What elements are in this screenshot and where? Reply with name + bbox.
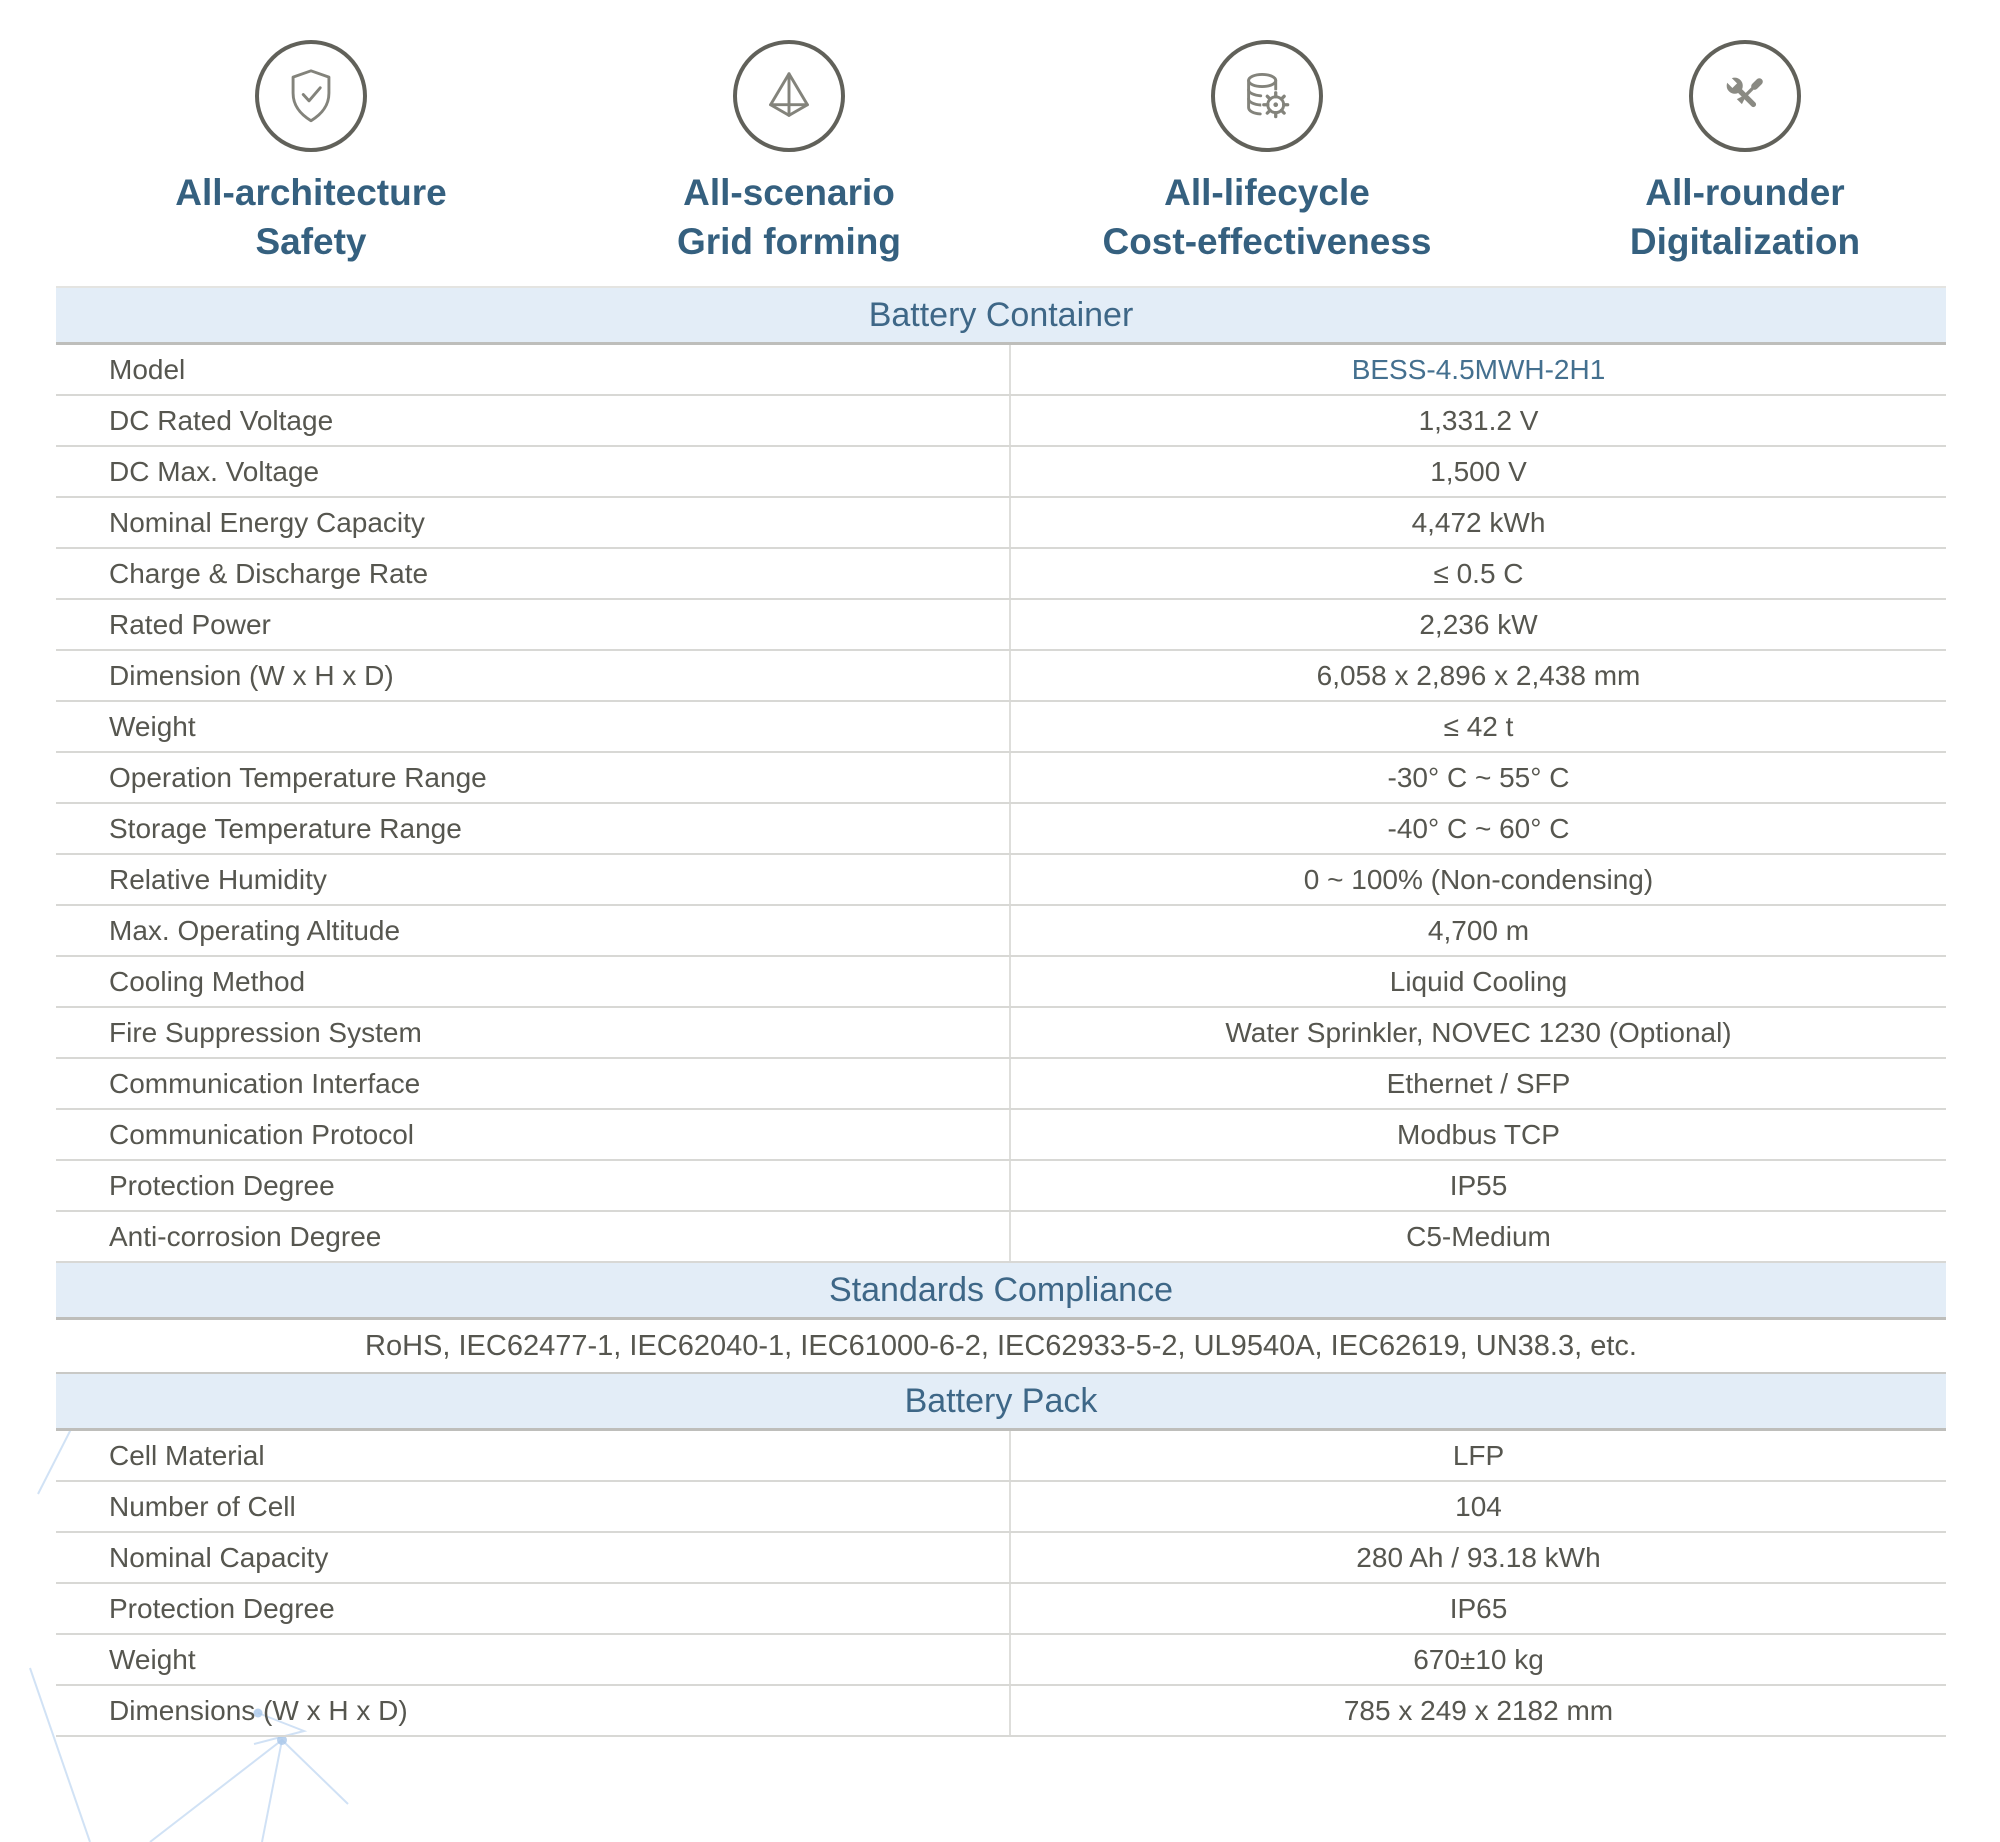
spec-row [56,1212,1946,1263]
spec-value: 4,700 m [1427,914,1530,946]
spec-row [56,1110,1946,1161]
spec-row [56,1482,1946,1533]
spec-row [56,600,1946,651]
spec-value: 2,236 kW [1419,608,1538,640]
spec-label: Nominal Capacity [56,1533,1011,1582]
feature-title-line2: Digitalization [1629,221,1861,262]
spec-value: BESS-4.5MWH-2H1 [1351,353,1606,385]
spec-row [56,1635,1946,1686]
database-gear-icon [1236,65,1298,127]
spec-row [56,1059,1946,1110]
spec-value: 104 [1455,1490,1502,1522]
pyramid-icon [758,65,820,127]
spec-row [56,345,1946,396]
feature-title [677,168,901,266]
spec-row [56,549,1946,600]
tools-icon [1714,65,1776,127]
spec-row [56,1686,1946,1737]
spec-value: Water Sprinkler, NOVEC 1230 (Optional) [1225,1016,1732,1048]
section-header: Battery Container [56,288,1946,345]
spec-row [56,702,1946,753]
spec-value: ≤ 42 t [1443,710,1514,742]
feature-title-line1: All-rounder [1645,172,1845,213]
feature-icon-circle [1689,40,1801,152]
feature-title-line2: Cost-effectiveness [1102,221,1432,262]
feature-highlights [72,0,2000,266]
spec-label: Storage Temperature Range [56,804,1011,853]
spec-label: Dimensions (W x H x D) [56,1686,1011,1735]
spec-label: DC Rated Voltage [56,396,1011,445]
spec-label: Model [56,345,1011,394]
feature [72,40,550,266]
section-header: Battery Pack [56,1374,1946,1431]
feature-title-line1: All-lifecycle [1164,172,1370,213]
spec-label: Max. Operating Altitude [56,906,1011,955]
spec-row [56,1161,1946,1212]
spec-value: LFP [1452,1439,1505,1471]
spec-row [56,855,1946,906]
spec-label: Operation Temperature Range [56,753,1011,802]
spec-label: Anti-corrosion Degree [56,1212,1011,1261]
feature-title-line1: All-scenario [683,172,895,213]
feature [1506,40,1984,266]
spec-label: Protection Degree [56,1584,1011,1633]
spec-label: Weight [56,1635,1011,1684]
spec-label: Relative Humidity [56,855,1011,904]
feature-icon-circle [733,40,845,152]
shield-check-icon [280,65,342,127]
spec-row [56,753,1946,804]
spec-value: 785 x 249 x 2182 mm [1343,1694,1614,1726]
feature-title-line2: Grid forming [676,221,902,262]
spec-row [56,396,1946,447]
spec-label: Cooling Method [56,957,1011,1006]
spec-value: C5-Medium [1406,1220,1551,1252]
spec-label: Cell Material [56,1431,1011,1480]
spec-label: Number of Cell [56,1482,1011,1531]
spec-value: IP65 [1449,1592,1508,1624]
feature-title-line1: All-architecture [175,172,447,213]
spec-row [56,1533,1946,1584]
spec-table [56,286,1946,1737]
feature-title [1102,168,1431,266]
spec-label: Charge & Discharge Rate [56,549,1011,598]
feature-icon-circle [255,40,367,152]
spec-label: Dimension (W x H x D) [56,651,1011,700]
spec-value: 670±10 kg [1413,1643,1544,1675]
spec-value: IP55 [1449,1169,1508,1201]
spec-value: Modbus TCP [1397,1118,1560,1150]
spec-label: Weight [56,702,1011,751]
spec-label: Communication Interface [56,1059,1011,1108]
spec-value: 1,331.2 V [1418,404,1539,436]
spec-label: Nominal Energy Capacity [56,498,1011,547]
spec-value: -40° C ~ 60° C [1387,812,1570,844]
spec-value: 280 Ah / 93.18 kWh [1356,1541,1601,1573]
spec-value: Ethernet / SFP [1386,1067,1571,1099]
spec-row [56,498,1946,549]
standards-note: RoHS, IEC62477-1, IEC62040-1, IEC61000-6-2, IEC62933-5-2, UL9540A, IEC62619, UN38.3, etc. [56,1320,1946,1374]
spec-row [56,447,1946,498]
spec-value: 6,058 x 2,896 x 2,438 mm [1316,659,1641,691]
spec-row [56,804,1946,855]
feature-icon-circle [1211,40,1323,152]
spec-row [56,651,1946,702]
spec-label: Rated Power [56,600,1011,649]
spec-row [56,1008,1946,1059]
feature-title [175,168,446,266]
section-header: Standards Compliance [56,1263,1946,1320]
spec-value: 1,500 V [1430,455,1527,487]
spec-label: Fire Suppression System [56,1008,1011,1057]
spec-row [56,1584,1946,1635]
spec-value: 0 ~ 100% (Non-condensing) [1303,863,1654,895]
spec-row [56,1431,1946,1482]
feature [1028,40,1506,266]
spec-label: DC Max. Voltage [56,447,1011,496]
feature-title [1630,168,1860,266]
feature-title-line2: Safety [255,221,367,262]
feature [550,40,1028,266]
spec-value: Liquid Cooling [1389,965,1568,997]
spec-row [56,906,1946,957]
spec-label: Communication Protocol [56,1110,1011,1159]
spec-label: Protection Degree [56,1161,1011,1210]
spec-row [56,957,1946,1008]
spec-value: 4,472 kWh [1411,506,1546,538]
spec-value: ≤ 0.5 C [1433,557,1524,589]
spec-value: -30° C ~ 55° C [1387,761,1570,793]
